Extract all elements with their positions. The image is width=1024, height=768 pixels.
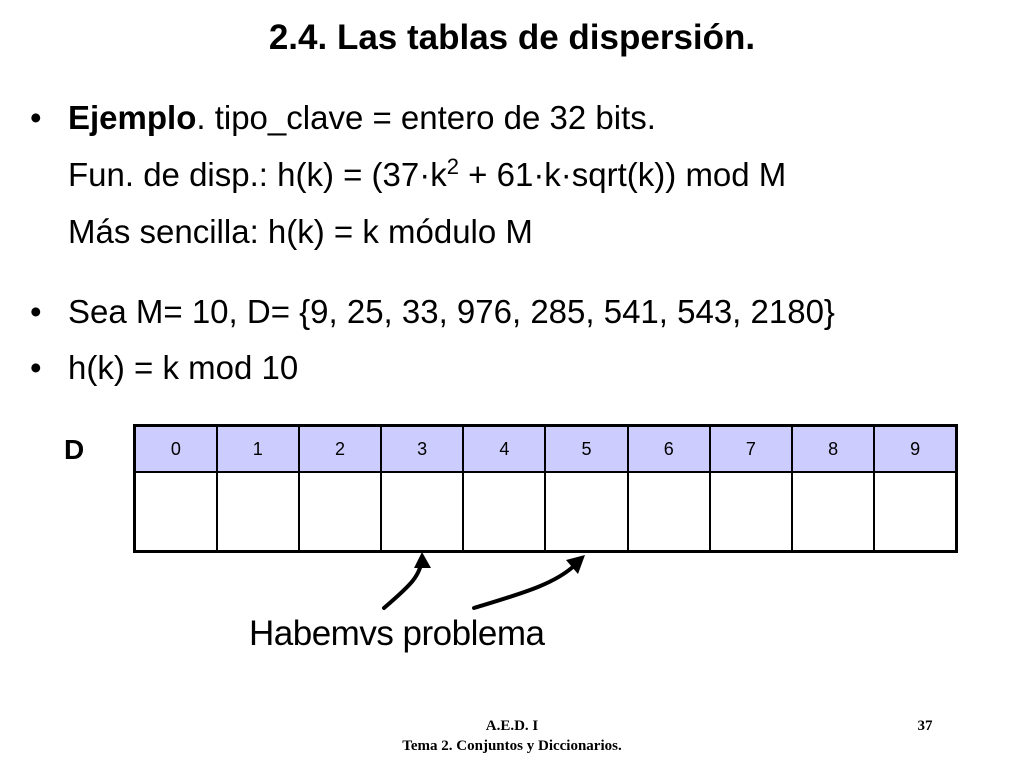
bullet-marker: • [30, 99, 42, 136]
page-number: 37 [917, 718, 933, 734]
slide-title: 2.4. Las tablas de dispersión. [268, 18, 756, 57]
footer-course-name: A.E.D. I [485, 718, 539, 734]
example-key-type: . tipo_clave = entero de 32 bits. [196, 99, 656, 136]
index-cell: 0 [135, 426, 217, 473]
index-cell: 9 [874, 426, 956, 473]
bullet-marker: • [30, 293, 42, 330]
bullet-set-definition: Sea M= 10, D= {9, 25, 33, 976, 285, 541, 543, 2180} [68, 293, 835, 330]
footer-course [312, 716, 712, 756]
bullet-marker: • [30, 349, 42, 386]
index-cell: 5 [545, 426, 627, 473]
hash-function-suffix: + 61·k·sqrt(k)) mod M [459, 156, 787, 193]
index-cell: 6 [628, 426, 710, 473]
hash-function-exponent: 2 [446, 154, 459, 179]
table-label: D [64, 434, 85, 465]
example-term: Ejemplo [68, 99, 197, 136]
index-cell: 2 [299, 426, 381, 473]
simple-function-line: Más sencilla: h(k) = k módulo M [68, 213, 533, 250]
index-cell: 7 [710, 426, 792, 473]
arrow-to-slot-5 [474, 564, 576, 608]
bullet-mod-function: h(k) = k mod 10 [68, 349, 299, 386]
index-cell: 4 [463, 426, 545, 473]
collision-caption: Habemvs problema [249, 614, 545, 653]
arrowhead-slot-3 [414, 552, 431, 568]
index-cell: 3 [381, 426, 463, 473]
footer-topic: Tema 2. Conjuntos y Diccionarios. [402, 738, 622, 754]
index-cell: 8 [792, 426, 874, 473]
index-cell: 1 [217, 426, 299, 473]
hash-function-prefix: Fun. de disp.: h(k) = (37·k [68, 156, 447, 193]
